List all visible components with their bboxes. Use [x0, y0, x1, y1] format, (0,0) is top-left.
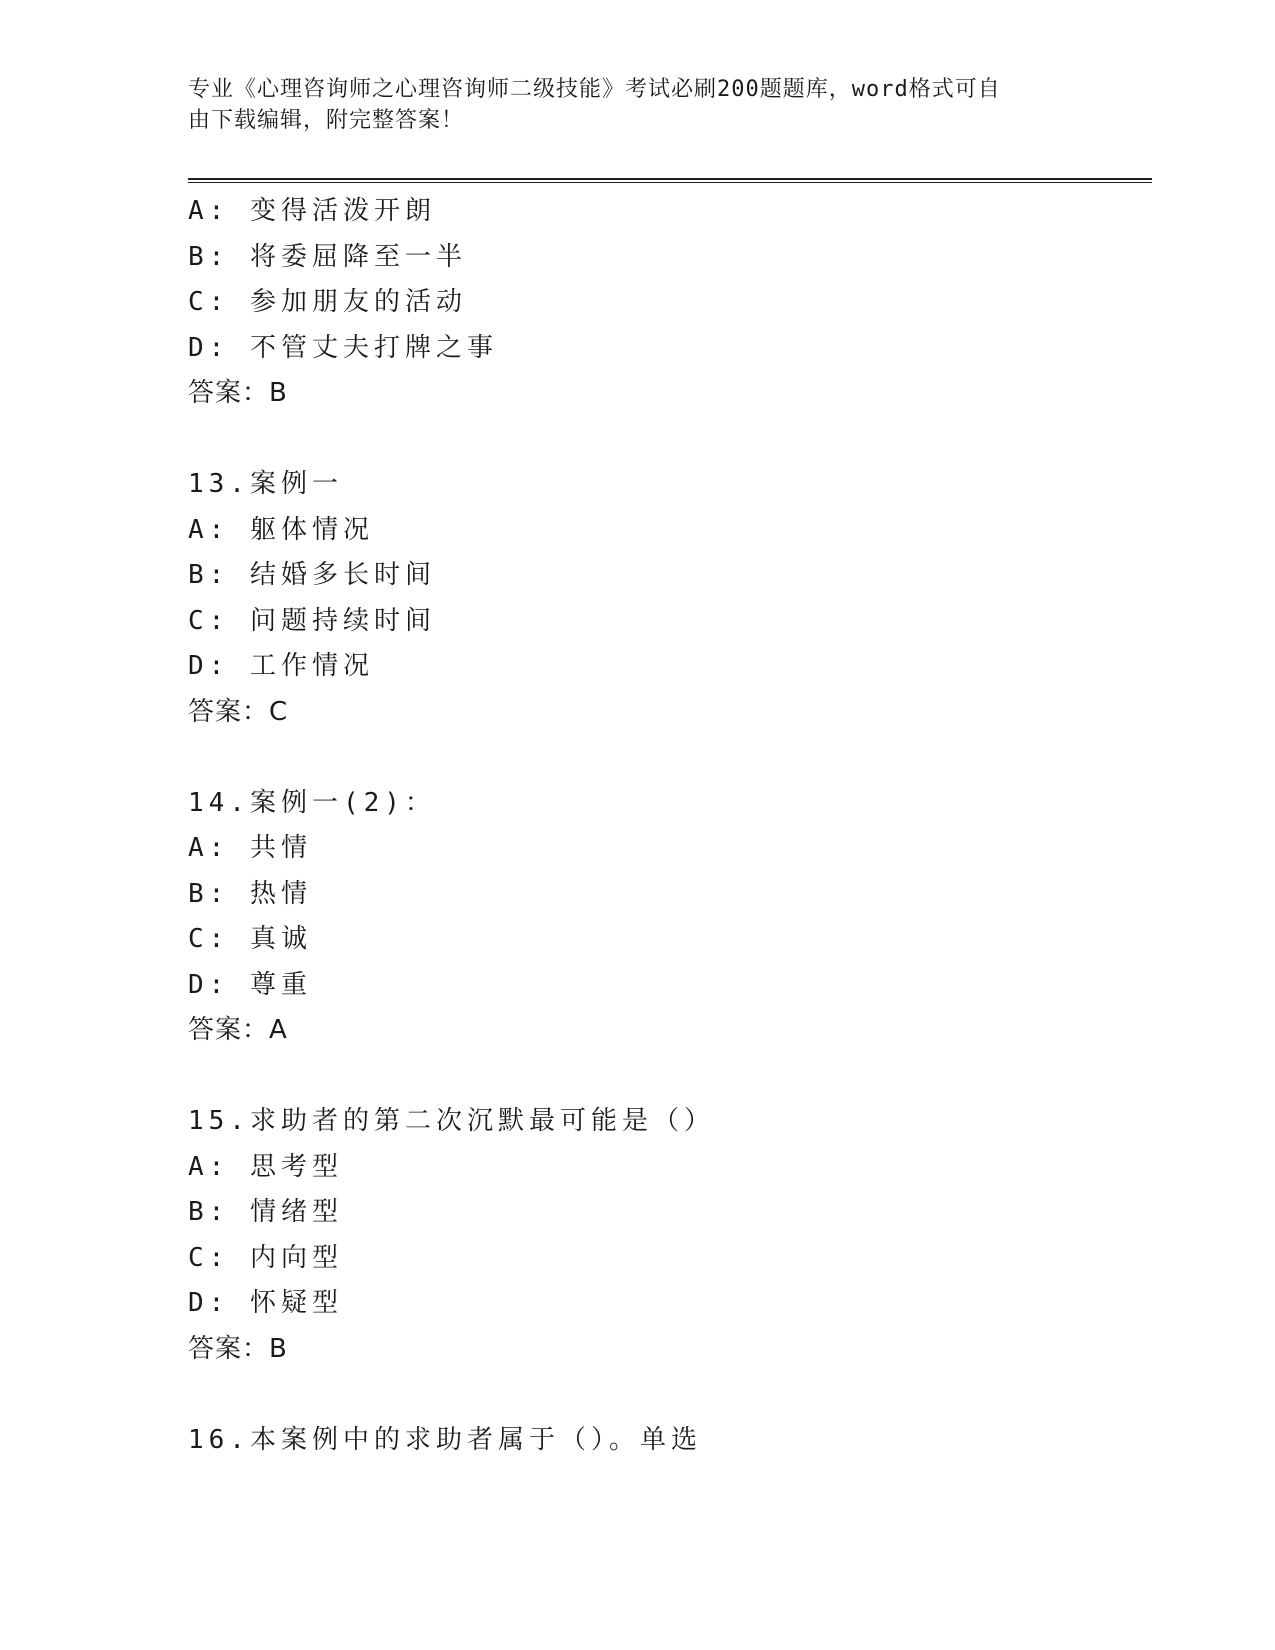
question-15 [188, 1099, 1152, 1372]
document-header [188, 74, 1088, 136]
question-title: 14.案例一(2)： [188, 787, 436, 818]
answer-line: 答案：C [188, 696, 289, 727]
option-c: C: 参加朋友的活动 [188, 287, 467, 317]
option-a: A: 思考型 [188, 1151, 343, 1182]
option-c: C: 内向型 [188, 1242, 343, 1273]
answer-line: 答案：A [188, 1015, 288, 1045]
option-d: D: 工作情况 [188, 651, 374, 681]
answer-line: 答案：B [188, 1333, 288, 1364]
header-line-2: 由下载编辑，附完整答案！ [188, 108, 465, 133]
header-divider [188, 178, 1152, 183]
answer-line: 答案：B [188, 378, 288, 408]
header-line-1: 专业《心理咨询师之心理咨询师二级技能》考试必刷200题题库，word格式可自 [188, 77, 1001, 102]
spacer [188, 1054, 1152, 1100]
question-14 [188, 781, 1152, 1054]
option-a: A: 共情 [188, 833, 312, 863]
option-d: D: 尊重 [188, 969, 312, 1000]
question-title: 16.本案例中的求助者属于（）。单选 [188, 1424, 702, 1455]
question-13 [188, 462, 1152, 735]
option-b: B: 热情 [188, 878, 312, 909]
option-b: B: 情绪型 [188, 1197, 343, 1227]
option-d: D: 怀疑型 [188, 1288, 343, 1318]
option-d: D: 不管丈夫打牌之事 [188, 332, 498, 363]
spacer [188, 1372, 1152, 1418]
question-title: 15.求助者的第二次沉默最可能是（） [188, 1106, 715, 1136]
option-b: B: 结婚多长时间 [188, 560, 436, 590]
question-12-fragment [188, 189, 1152, 417]
option-c: C: 真诚 [188, 924, 312, 954]
question-list [188, 189, 1152, 1463]
option-a: A: 躯体情况 [188, 514, 374, 545]
option-c: C: 问题持续时间 [188, 605, 436, 636]
spacer [188, 735, 1152, 781]
spacer [188, 417, 1152, 463]
question-16 [188, 1418, 1152, 1464]
question-title: 13.案例一 [188, 469, 343, 499]
option-a: A: 变得活泼开朗 [188, 196, 436, 226]
option-b: B: 将委屈降至一半 [188, 241, 467, 272]
